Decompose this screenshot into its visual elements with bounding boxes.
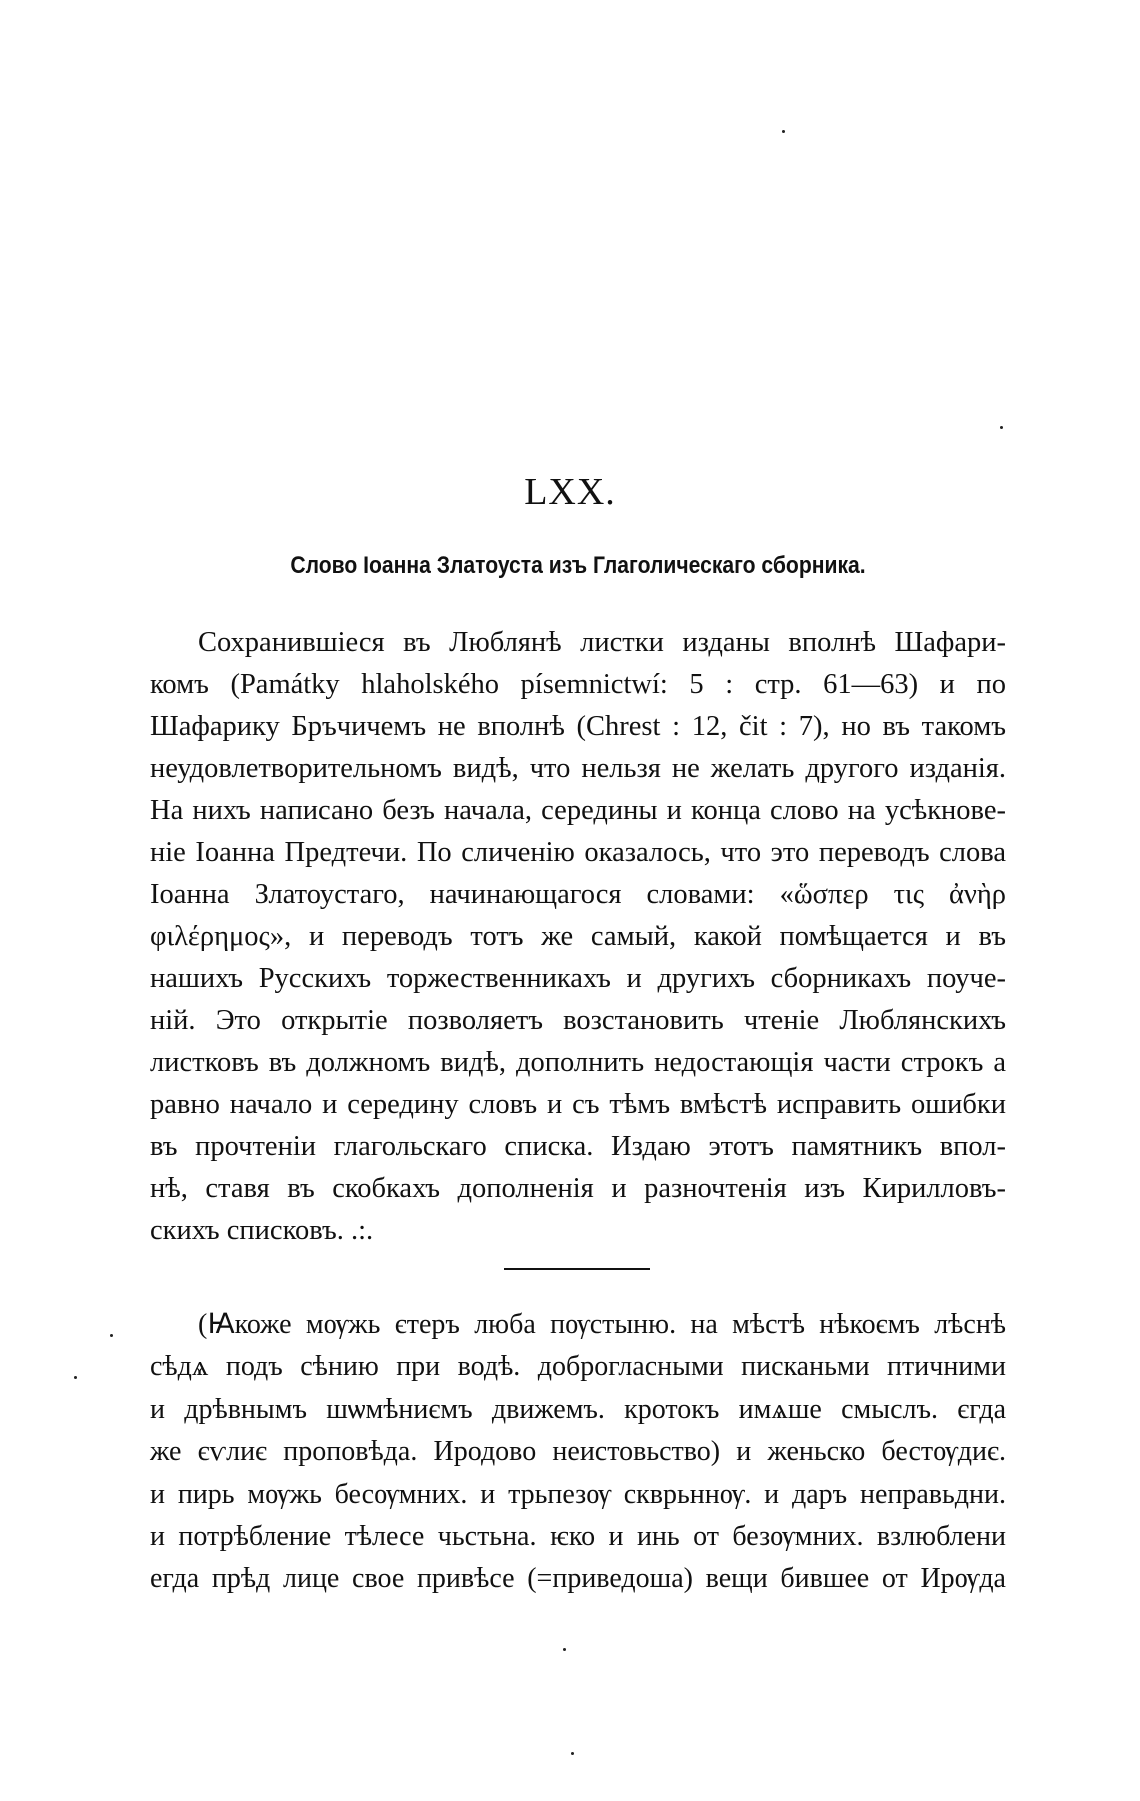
intro-line: Іоанна Златоустаго, начинающагося словами: «ὥσπερ τις ἀνὴρ: [150, 879, 1006, 910]
intro-paragraph: [150, 622, 1006, 1252]
intro-line: комъ (Památky hlaholského písemnictwí: 5 : стр. 61—63) и по: [150, 669, 1006, 700]
article-title: Слово Іоанна Златоуста изъ Глаголическаго сборника.: [290, 552, 866, 579]
text-line: и пирь мѹжь бесѹмних. и трьпезѹ скврьннѹ. и даръ неправьдни.: [150, 1478, 1006, 1510]
slavonic-text: [150, 1304, 1006, 1601]
text-line: сѣдѧ подъ сѣнию при водѣ. доброгласными писканьми птичними: [150, 1351, 1006, 1383]
scan-speck: [571, 1752, 574, 1755]
intro-line: неудовлетворительномъ видѣ, что нельзя не желать другого изданія.: [150, 753, 1006, 784]
intro-line: скихъ списковъ. .:.: [150, 1215, 374, 1246]
scan-speck: [74, 1376, 77, 1379]
intro-line: Шафарику Бръчичемъ не вполнѣ (Chrest : 12, čit : 7), но въ такомъ: [150, 711, 1006, 742]
text-line: (Ꙗкоже мѹжь єтеръ люба пѹстыню. на мѣстѣ нѣкоємъ лѣснѣ: [198, 1309, 1006, 1340]
intro-line: равно начало и середину словъ и съ тѣмъ вмѣстѣ исправить ошибки: [150, 1089, 1006, 1120]
intro-line: нашихъ Русскихъ торжественникахъ и другихъ сборникахъ поуче-: [150, 963, 1006, 994]
intro-line: листковъ въ должномъ видѣ, дополнить недостающія части строкъ а: [150, 1047, 1006, 1078]
text-line: и дрѣвнымъ шѡмѣниємъ движемъ. кротокъ имѧше смыслъ. єгда: [150, 1393, 1006, 1425]
scan-speck: [782, 130, 785, 133]
intro-line: ній. Это открытіе позволяетъ возстановить чтеніе Люблянскихъ: [150, 1005, 1006, 1036]
intro-line: нѣ, ставя въ скобкахъ дополненія и разночтенія изъ Кирилловъ-: [150, 1173, 1006, 1204]
intro-line: На нихъ написано безъ начала, середины и конца слово на усѣкнове-: [150, 795, 1006, 826]
text-line: же єѵлиє проповѣда. Иродово неистовьство) и женьско бестѹдиє.: [150, 1436, 1006, 1468]
intro-line: φιλέρημος», и переводъ тотъ же самый, какой помѣщается и въ: [150, 921, 1006, 952]
intro-line: Сохранившіеся въ Люблянѣ листки изданы вполнѣ Шафари-: [198, 627, 1006, 658]
intro-line: въ прочтеніи глагольскаго списка. Издаю этотъ памятникъ впол-: [150, 1131, 1006, 1162]
text-line: и потрѣбление тѣлесе чьстьна. ѥко и инь от безѹмних. взлюблени: [150, 1520, 1006, 1552]
chapter-number: LXX.: [524, 471, 616, 513]
scan-speck: [563, 1648, 566, 1651]
section-divider: [504, 1268, 650, 1270]
scan-speck: [1000, 426, 1003, 429]
intro-line: ніе Іоанна Предтечи. По сличенію оказалось, что это переводъ слова: [150, 837, 1006, 868]
scan-speck: [110, 1334, 113, 1337]
text-line: егда прѣд лице свое привѣсе (=приведоша) вещи бившее от Ирѹда: [150, 1563, 1006, 1595]
